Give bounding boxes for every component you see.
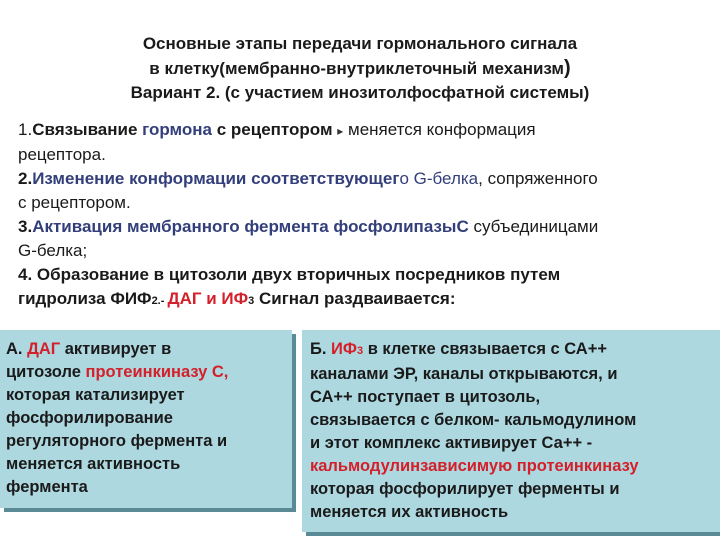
title-line-1: Основные этапы передачи гормонального сигнала bbox=[142, 34, 578, 53]
step-3: 3.Активация мембранного фермента фосфолипазыС субъединицами G-белка; bbox=[18, 217, 599, 260]
step-2: 2.Изменение конформации соответствующего G-белка, сопряженного с рецептором. bbox=[18, 169, 598, 212]
box-b-if3: Б. ИФ3 в клетке связывается с СА++ каналами ЭР, каналы открываются, и СА++ поступает в цитозоль, связывается с белком- кальмодулином и этот комплекс активирует Са++ - кальмодулинзависимую протеинкиназу которая фосфорилирует ферменты и меняется их активность bbox=[302, 330, 720, 532]
title-line-2: в клетку(мембранно-внутриклеточный механизм) bbox=[149, 57, 571, 79]
step-1: 1.Связывание гормона с рецептором ▸ меняется конформация рецептора. bbox=[18, 120, 536, 164]
title-line-3: Вариант 2. (с участием инозитолфосфатной системы) bbox=[130, 83, 590, 102]
steps-list bbox=[18, 118, 718, 313]
arrow-icon: ▸ bbox=[337, 124, 344, 138]
slide-title bbox=[0, 32, 720, 105]
box-a-dag: А. ДАГ активирует в цитозоле протеинкиназу С, которая катализирует фосфорилирование регуляторного фермента и меняется активность фермента bbox=[0, 330, 292, 508]
step-4: 4. Образование в цитозоли двух вторичных посредников путем гидролиза ФИФ2.- ДАГ и ИФ3 Сигнал раздваивается: bbox=[18, 265, 561, 308]
